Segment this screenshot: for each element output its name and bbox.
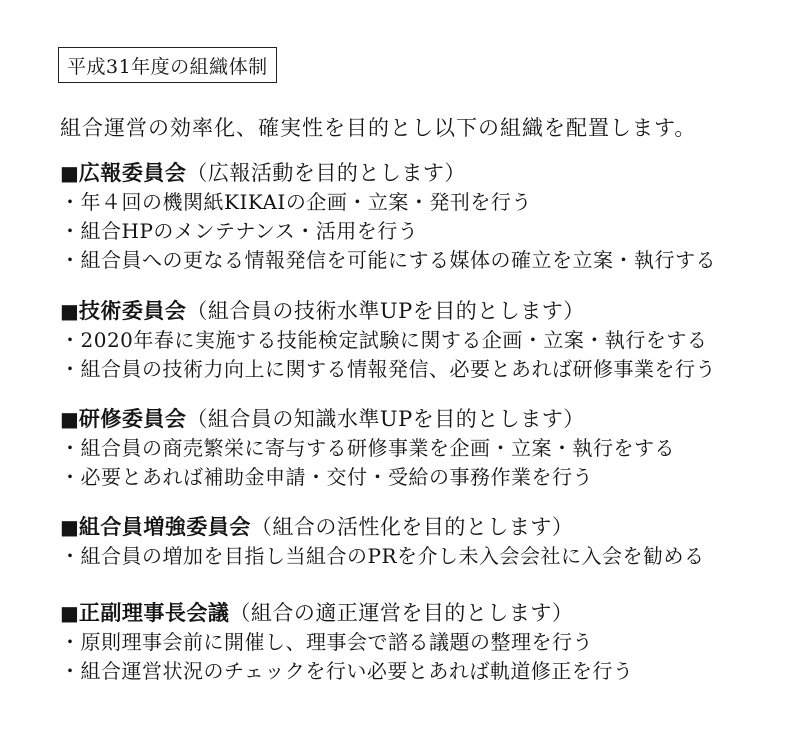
committee-purpose: （組合員の技術水準UPを目的とします） xyxy=(186,299,585,323)
duty-list xyxy=(60,434,790,492)
duty-item: ・組合員の商売繁栄に寄与する研修事業を企画・立案・執行をする xyxy=(60,436,675,460)
duty-item: ・年４回の機関紙KIKAIの企画・立案・発刊を行う xyxy=(60,190,532,214)
duty-item: ・組合運営状況のチェックを行い必要とあれば軌道修正を行う xyxy=(60,659,634,683)
square-bullet-icon: ■ xyxy=(60,299,79,323)
committee-purpose: （広報活動を目的とします） xyxy=(186,161,466,185)
committee-name: 研修委員会 xyxy=(78,407,187,431)
section-heading xyxy=(60,158,790,188)
duty-item: ・2020年春に実施する技能検定試験に関する企画・立案・執行をする xyxy=(60,328,708,352)
duty-item: ・組合HPのメンテナンス・活用を行う xyxy=(60,219,419,243)
duty-item: ・組合員への更なる情報発信を可能にする媒体の確立を立案・執行する xyxy=(60,248,716,272)
committee-purpose: （組合員の知識水準UPを目的とします） xyxy=(186,407,585,431)
section-heading xyxy=(60,512,790,542)
section-heading xyxy=(60,598,790,628)
square-bullet-icon: ■ xyxy=(60,515,79,539)
square-bullet-icon: ■ xyxy=(60,161,79,185)
square-bullet-icon: ■ xyxy=(60,407,79,431)
intro-text: 組合運営の効率化、確実性を目的とし以下の組織を配置します。 xyxy=(60,116,697,140)
committee-purpose: （組合の適正運営を目的とします） xyxy=(229,601,574,625)
section-heading xyxy=(60,296,790,326)
committee-name: 組合員増強委員会 xyxy=(78,515,251,539)
section-membership-committee xyxy=(60,512,790,571)
document-title: 平成31年度の組織体制 xyxy=(58,47,277,83)
section-heading xyxy=(60,404,790,434)
duty-item: ・組合員の増加を目指し当組合のPRを介し未入会会社に入会を勧める xyxy=(60,544,705,568)
duty-list xyxy=(60,628,790,686)
section-public-relations-committee xyxy=(60,158,790,275)
section-technical-committee xyxy=(60,296,790,384)
duty-item: ・組合員の技術力向上に関する情報発信、必要とあれば研修事業を行う xyxy=(60,357,716,381)
duty-item: ・必要とあれば補助金申請・交付・受給の事務作業を行う xyxy=(60,465,593,489)
duty-list xyxy=(60,542,790,571)
committee-name: 広報委員会 xyxy=(78,161,187,185)
committee-purpose: （組合の活性化を目的とします） xyxy=(250,515,574,539)
committee-name: 正副理事長会議 xyxy=(78,601,230,625)
duty-list xyxy=(60,188,790,275)
square-bullet-icon: ■ xyxy=(60,601,79,625)
committee-name: 技術委員会 xyxy=(78,299,187,323)
duty-item: ・原則理事会前に開催し、理事会で諮る議題の整理を行う xyxy=(60,630,593,654)
section-chair-vice-chair-meeting xyxy=(60,598,790,686)
section-training-committee xyxy=(60,404,790,492)
duty-list xyxy=(60,326,790,384)
